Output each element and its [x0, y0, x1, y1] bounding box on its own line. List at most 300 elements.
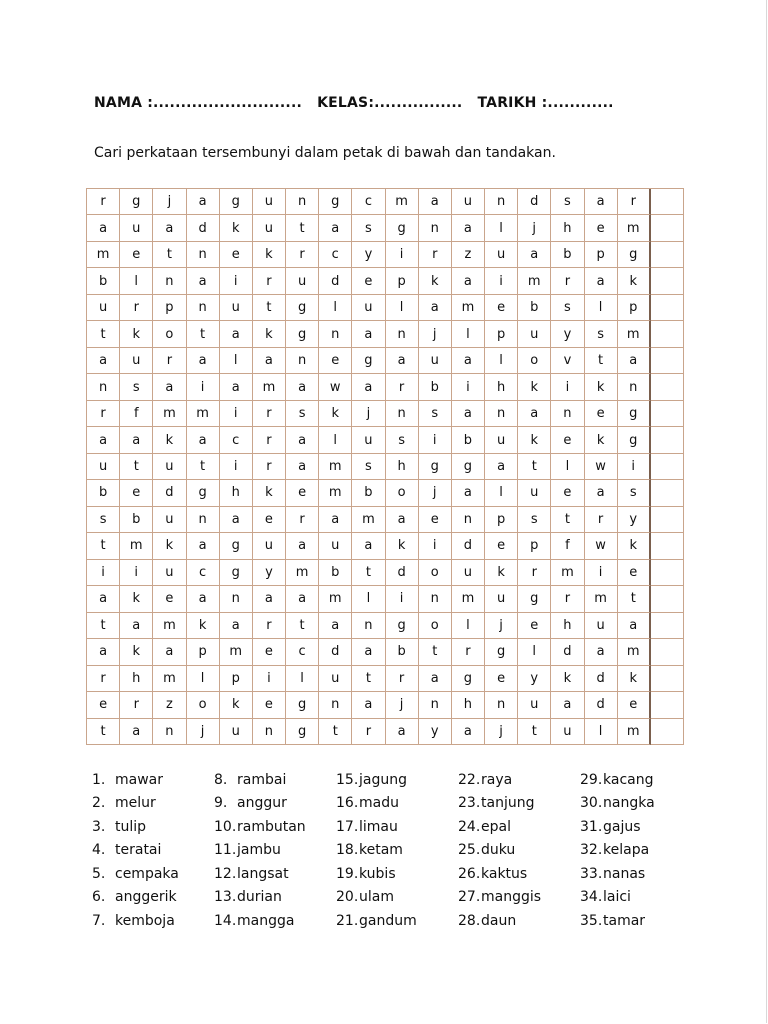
- grid-cell[interactable]: m: [319, 454, 352, 480]
- grid-cell[interactable]: u: [518, 692, 551, 718]
- grid-cell[interactable]: e: [585, 401, 618, 427]
- grid-cell[interactable]: p: [153, 295, 186, 321]
- grid-cell[interactable]: j: [187, 719, 220, 745]
- grid-cell[interactable]: n: [153, 719, 186, 745]
- grid-cell[interactable]: a: [551, 692, 584, 718]
- grid-cell[interactable]: g: [618, 242, 651, 268]
- grid-cell[interactable]: a: [187, 586, 220, 612]
- grid-cell[interactable]: l: [452, 321, 485, 347]
- grid-cell[interactable]: l: [452, 613, 485, 639]
- grid-cell[interactable]: [651, 348, 684, 374]
- grid-cell[interactable]: e: [253, 692, 286, 718]
- grid-cell[interactable]: k: [551, 666, 584, 692]
- grid-cell[interactable]: k: [518, 374, 551, 400]
- grid-cell[interactable]: a: [585, 268, 618, 294]
- grid-cell[interactable]: m: [253, 374, 286, 400]
- grid-cell[interactable]: m: [187, 401, 220, 427]
- grid-cell[interactable]: p: [485, 321, 518, 347]
- grid-cell[interactable]: g: [220, 189, 253, 215]
- grid-cell[interactable]: r: [286, 242, 319, 268]
- grid-cell[interactable]: u: [253, 189, 286, 215]
- grid-cell[interactable]: l: [518, 639, 551, 665]
- grid-cell[interactable]: e: [618, 692, 651, 718]
- grid-cell[interactable]: i: [585, 560, 618, 586]
- grid-cell[interactable]: r: [551, 586, 584, 612]
- grid-cell[interactable]: l: [485, 348, 518, 374]
- grid-cell[interactable]: u: [419, 348, 452, 374]
- grid-cell[interactable]: k: [187, 613, 220, 639]
- grid-cell[interactable]: r: [253, 454, 286, 480]
- grid-cell[interactable]: l: [352, 586, 385, 612]
- grid-cell[interactable]: u: [286, 268, 319, 294]
- grid-cell[interactable]: u: [518, 321, 551, 347]
- grid-cell[interactable]: g: [120, 189, 153, 215]
- grid-cell[interactable]: r: [253, 268, 286, 294]
- grid-cell[interactable]: a: [386, 507, 419, 533]
- grid-cell[interactable]: a: [220, 507, 253, 533]
- grid-cell[interactable]: a: [253, 348, 286, 374]
- grid-cell[interactable]: y: [352, 242, 385, 268]
- grid-cell[interactable]: b: [452, 427, 485, 453]
- grid-cell[interactable]: r: [585, 507, 618, 533]
- grid-cell[interactable]: k: [618, 666, 651, 692]
- grid-cell[interactable]: e: [352, 268, 385, 294]
- grid-cell[interactable]: z: [452, 242, 485, 268]
- grid-cell[interactable]: t: [352, 560, 385, 586]
- grid-cell[interactable]: p: [187, 639, 220, 665]
- grid-cell[interactable]: k: [253, 480, 286, 506]
- grid-cell[interactable]: t: [87, 613, 120, 639]
- grid-cell[interactable]: e: [253, 639, 286, 665]
- grid-cell[interactable]: e: [120, 242, 153, 268]
- grid-cell[interactable]: [651, 560, 684, 586]
- grid-cell[interactable]: [651, 321, 684, 347]
- grid-cell[interactable]: b: [120, 507, 153, 533]
- grid-cell[interactable]: r: [352, 719, 385, 745]
- grid-cell[interactable]: s: [352, 454, 385, 480]
- grid-cell[interactable]: p: [585, 242, 618, 268]
- grid-cell[interactable]: e: [220, 242, 253, 268]
- grid-cell[interactable]: i: [386, 586, 419, 612]
- grid-cell[interactable]: [651, 507, 684, 533]
- grid-cell[interactable]: s: [518, 507, 551, 533]
- grid-cell[interactable]: e: [153, 586, 186, 612]
- grid-cell[interactable]: n: [485, 692, 518, 718]
- grid-cell[interactable]: a: [352, 533, 385, 559]
- grid-cell[interactable]: n: [485, 401, 518, 427]
- grid-cell[interactable]: j: [419, 321, 452, 347]
- grid-cell[interactable]: m: [220, 639, 253, 665]
- grid-cell[interactable]: [651, 215, 684, 241]
- grid-cell[interactable]: n: [319, 692, 352, 718]
- grid-cell[interactable]: t: [551, 507, 584, 533]
- grid-cell[interactable]: m: [352, 507, 385, 533]
- grid-cell[interactable]: e: [120, 480, 153, 506]
- grid-cell[interactable]: e: [419, 507, 452, 533]
- grid-cell[interactable]: k: [153, 427, 186, 453]
- grid-cell[interactable]: m: [319, 586, 352, 612]
- grid-cell[interactable]: u: [485, 427, 518, 453]
- grid-cell[interactable]: i: [220, 401, 253, 427]
- grid-cell[interactable]: a: [87, 348, 120, 374]
- grid-cell[interactable]: e: [253, 507, 286, 533]
- grid-cell[interactable]: a: [87, 639, 120, 665]
- grid-cell[interactable]: p: [618, 295, 651, 321]
- grid-cell[interactable]: h: [220, 480, 253, 506]
- grid-cell[interactable]: n: [286, 348, 319, 374]
- grid-cell[interactable]: a: [452, 401, 485, 427]
- grid-cell[interactable]: a: [286, 533, 319, 559]
- grid-cell[interactable]: a: [187, 427, 220, 453]
- grid-cell[interactable]: r: [253, 401, 286, 427]
- grid-cell[interactable]: h: [485, 374, 518, 400]
- grid-cell[interactable]: r: [386, 374, 419, 400]
- grid-cell[interactable]: a: [352, 639, 385, 665]
- grid-cell[interactable]: s: [286, 401, 319, 427]
- grid-cell[interactable]: i: [253, 666, 286, 692]
- grid-cell[interactable]: r: [87, 401, 120, 427]
- grid-cell[interactable]: a: [452, 719, 485, 745]
- grid-cell[interactable]: u: [87, 295, 120, 321]
- grid-cell[interactable]: b: [319, 560, 352, 586]
- grid-cell[interactable]: [651, 401, 684, 427]
- grid-cell[interactable]: b: [518, 295, 551, 321]
- grid-cell[interactable]: k: [153, 533, 186, 559]
- grid-cell[interactable]: a: [518, 242, 551, 268]
- grid-cell[interactable]: p: [518, 533, 551, 559]
- grid-cell[interactable]: m: [618, 321, 651, 347]
- grid-cell[interactable]: d: [585, 692, 618, 718]
- grid-cell[interactable]: a: [120, 719, 153, 745]
- grid-cell[interactable]: h: [452, 692, 485, 718]
- grid-cell[interactable]: g: [485, 639, 518, 665]
- grid-cell[interactable]: d: [518, 189, 551, 215]
- grid-cell[interactable]: u: [153, 560, 186, 586]
- grid-cell[interactable]: g: [286, 719, 319, 745]
- grid-cell[interactable]: k: [220, 215, 253, 241]
- grid-cell[interactable]: t: [87, 719, 120, 745]
- grid-cell[interactable]: l: [187, 666, 220, 692]
- grid-cell[interactable]: f: [120, 401, 153, 427]
- grid-cell[interactable]: e: [87, 692, 120, 718]
- grid-cell[interactable]: s: [386, 427, 419, 453]
- grid-cell[interactable]: n: [87, 374, 120, 400]
- grid-cell[interactable]: e: [319, 348, 352, 374]
- grid-cell[interactable]: n: [187, 295, 220, 321]
- grid-cell[interactable]: a: [585, 189, 618, 215]
- grid-cell[interactable]: y: [551, 321, 584, 347]
- grid-cell[interactable]: i: [618, 454, 651, 480]
- grid-cell[interactable]: d: [585, 666, 618, 692]
- grid-cell[interactable]: s: [87, 507, 120, 533]
- grid-cell[interactable]: k: [618, 268, 651, 294]
- grid-cell[interactable]: h: [120, 666, 153, 692]
- grid-cell[interactable]: m: [452, 586, 485, 612]
- grid-cell[interactable]: w: [585, 533, 618, 559]
- grid-cell[interactable]: l: [220, 348, 253, 374]
- grid-cell[interactable]: g: [386, 215, 419, 241]
- grid-cell[interactable]: d: [187, 215, 220, 241]
- grid-cell[interactable]: n: [419, 215, 452, 241]
- grid-cell[interactable]: d: [153, 480, 186, 506]
- grid-cell[interactable]: t: [286, 215, 319, 241]
- grid-cell[interactable]: a: [585, 480, 618, 506]
- grid-cell[interactable]: z: [153, 692, 186, 718]
- grid-cell[interactable]: g: [618, 401, 651, 427]
- grid-cell[interactable]: g: [452, 666, 485, 692]
- grid-cell[interactable]: e: [518, 613, 551, 639]
- grid-cell[interactable]: g: [319, 189, 352, 215]
- grid-cell[interactable]: m: [87, 242, 120, 268]
- grid-cell[interactable]: d: [551, 639, 584, 665]
- grid-cell[interactable]: [651, 268, 684, 294]
- grid-cell[interactable]: u: [120, 348, 153, 374]
- grid-cell[interactable]: c: [286, 639, 319, 665]
- grid-cell[interactable]: e: [551, 480, 584, 506]
- grid-cell[interactable]: b: [419, 374, 452, 400]
- grid-cell[interactable]: l: [485, 215, 518, 241]
- grid-cell[interactable]: y: [518, 666, 551, 692]
- grid-cell[interactable]: g: [220, 533, 253, 559]
- grid-cell[interactable]: m: [319, 480, 352, 506]
- grid-cell[interactable]: m: [153, 613, 186, 639]
- grid-cell[interactable]: u: [253, 533, 286, 559]
- grid-cell[interactable]: g: [386, 613, 419, 639]
- grid-cell[interactable]: a: [153, 374, 186, 400]
- grid-cell[interactable]: [651, 374, 684, 400]
- grid-cell[interactable]: l: [120, 268, 153, 294]
- grid-cell[interactable]: t: [419, 639, 452, 665]
- grid-cell[interactable]: t: [120, 454, 153, 480]
- grid-cell[interactable]: r: [618, 189, 651, 215]
- grid-cell[interactable]: t: [618, 586, 651, 612]
- grid-cell[interactable]: n: [319, 321, 352, 347]
- grid-cell[interactable]: t: [253, 295, 286, 321]
- grid-cell[interactable]: a: [352, 692, 385, 718]
- grid-cell[interactable]: g: [518, 586, 551, 612]
- grid-cell[interactable]: s: [551, 295, 584, 321]
- grid-cell[interactable]: i: [220, 268, 253, 294]
- grid-cell[interactable]: s: [352, 215, 385, 241]
- grid-cell[interactable]: r: [87, 666, 120, 692]
- grid-cell[interactable]: g: [220, 560, 253, 586]
- grid-cell[interactable]: r: [120, 692, 153, 718]
- grid-cell[interactable]: r: [153, 348, 186, 374]
- grid-cell[interactable]: t: [352, 666, 385, 692]
- grid-cell[interactable]: y: [419, 719, 452, 745]
- grid-cell[interactable]: a: [286, 427, 319, 453]
- grid-cell[interactable]: l: [286, 666, 319, 692]
- grid-cell[interactable]: a: [286, 454, 319, 480]
- grid-cell[interactable]: f: [551, 533, 584, 559]
- grid-cell[interactable]: a: [585, 639, 618, 665]
- grid-cell[interactable]: s: [120, 374, 153, 400]
- grid-cell[interactable]: d: [319, 639, 352, 665]
- grid-cell[interactable]: l: [319, 427, 352, 453]
- grid-cell[interactable]: m: [618, 719, 651, 745]
- grid-cell[interactable]: l: [585, 295, 618, 321]
- grid-cell[interactable]: w: [585, 454, 618, 480]
- grid-cell[interactable]: u: [120, 215, 153, 241]
- grid-cell[interactable]: t: [319, 719, 352, 745]
- grid-cell[interactable]: o: [518, 348, 551, 374]
- grid-cell[interactable]: a: [187, 189, 220, 215]
- grid-cell[interactable]: u: [352, 295, 385, 321]
- grid-cell[interactable]: m: [120, 533, 153, 559]
- grid-cell[interactable]: g: [286, 692, 319, 718]
- grid-cell[interactable]: a: [618, 613, 651, 639]
- grid-cell[interactable]: a: [419, 295, 452, 321]
- grid-cell[interactable]: l: [319, 295, 352, 321]
- grid-cell[interactable]: u: [551, 719, 584, 745]
- grid-cell[interactable]: j: [386, 692, 419, 718]
- grid-cell[interactable]: t: [187, 454, 220, 480]
- grid-cell[interactable]: r: [452, 639, 485, 665]
- grid-cell[interactable]: [651, 242, 684, 268]
- grid-cell[interactable]: a: [386, 719, 419, 745]
- grid-cell[interactable]: s: [618, 480, 651, 506]
- grid-cell[interactable]: n: [253, 719, 286, 745]
- grid-cell[interactable]: a: [319, 613, 352, 639]
- grid-cell[interactable]: t: [187, 321, 220, 347]
- grid-cell[interactable]: c: [319, 242, 352, 268]
- grid-cell[interactable]: [651, 613, 684, 639]
- grid-cell[interactable]: n: [452, 507, 485, 533]
- grid-cell[interactable]: a: [419, 189, 452, 215]
- grid-cell[interactable]: c: [187, 560, 220, 586]
- grid-cell[interactable]: u: [87, 454, 120, 480]
- grid-cell[interactable]: k: [319, 401, 352, 427]
- grid-cell[interactable]: t: [87, 533, 120, 559]
- grid-cell[interactable]: t: [87, 321, 120, 347]
- grid-cell[interactable]: a: [452, 268, 485, 294]
- grid-cell[interactable]: [651, 586, 684, 612]
- grid-cell[interactable]: n: [187, 507, 220, 533]
- grid-cell[interactable]: k: [485, 560, 518, 586]
- grid-cell[interactable]: u: [352, 427, 385, 453]
- grid-cell[interactable]: n: [386, 401, 419, 427]
- grid-cell[interactable]: h: [386, 454, 419, 480]
- grid-cell[interactable]: a: [485, 454, 518, 480]
- grid-cell[interactable]: u: [253, 215, 286, 241]
- grid-cell[interactable]: r: [551, 268, 584, 294]
- grid-cell[interactable]: a: [220, 321, 253, 347]
- grid-cell[interactable]: l: [386, 295, 419, 321]
- grid-cell[interactable]: [651, 639, 684, 665]
- grid-cell[interactable]: j: [485, 613, 518, 639]
- grid-cell[interactable]: u: [153, 507, 186, 533]
- grid-cell[interactable]: m: [153, 401, 186, 427]
- grid-cell[interactable]: i: [452, 374, 485, 400]
- grid-cell[interactable]: a: [319, 215, 352, 241]
- grid-cell[interactable]: [651, 480, 684, 506]
- grid-cell[interactable]: y: [618, 507, 651, 533]
- grid-cell[interactable]: p: [485, 507, 518, 533]
- grid-cell[interactable]: t: [518, 719, 551, 745]
- grid-cell[interactable]: u: [220, 719, 253, 745]
- grid-cell[interactable]: t: [153, 242, 186, 268]
- grid-cell[interactable]: j: [352, 401, 385, 427]
- grid-cell[interactable]: a: [187, 348, 220, 374]
- grid-cell[interactable]: a: [452, 348, 485, 374]
- grid-cell[interactable]: [651, 719, 684, 745]
- grid-cell[interactable]: [651, 666, 684, 692]
- grid-cell[interactable]: e: [585, 215, 618, 241]
- grid-cell[interactable]: m: [452, 295, 485, 321]
- grid-cell[interactable]: [651, 692, 684, 718]
- grid-cell[interactable]: a: [352, 321, 385, 347]
- grid-cell[interactable]: e: [485, 295, 518, 321]
- grid-cell[interactable]: k: [585, 427, 618, 453]
- grid-cell[interactable]: u: [220, 295, 253, 321]
- grid-cell[interactable]: g: [452, 454, 485, 480]
- grid-cell[interactable]: r: [120, 295, 153, 321]
- grid-cell[interactable]: a: [220, 613, 253, 639]
- grid-cell[interactable]: c: [220, 427, 253, 453]
- grid-cell[interactable]: s: [551, 189, 584, 215]
- grid-cell[interactable]: a: [386, 348, 419, 374]
- grid-cell[interactable]: [651, 427, 684, 453]
- grid-cell[interactable]: i: [187, 374, 220, 400]
- grid-cell[interactable]: g: [352, 348, 385, 374]
- grid-cell[interactable]: k: [585, 374, 618, 400]
- grid-cell[interactable]: a: [419, 666, 452, 692]
- grid-cell[interactable]: k: [253, 321, 286, 347]
- grid-cell[interactable]: b: [386, 639, 419, 665]
- grid-cell[interactable]: a: [253, 586, 286, 612]
- grid-cell[interactable]: n: [485, 189, 518, 215]
- grid-cell[interactable]: n: [386, 321, 419, 347]
- grid-cell[interactable]: a: [452, 480, 485, 506]
- grid-cell[interactable]: a: [87, 215, 120, 241]
- grid-cell[interactable]: a: [120, 613, 153, 639]
- grid-cell[interactable]: g: [187, 480, 220, 506]
- grid-cell[interactable]: g: [286, 295, 319, 321]
- grid-cell[interactable]: e: [485, 666, 518, 692]
- grid-cell[interactable]: j: [518, 215, 551, 241]
- grid-cell[interactable]: l: [585, 719, 618, 745]
- grid-cell[interactable]: n: [153, 268, 186, 294]
- grid-cell[interactable]: [651, 189, 684, 215]
- grid-cell[interactable]: i: [220, 454, 253, 480]
- grid-cell[interactable]: d: [386, 560, 419, 586]
- grid-cell[interactable]: j: [153, 189, 186, 215]
- grid-cell[interactable]: a: [286, 374, 319, 400]
- grid-cell[interactable]: i: [551, 374, 584, 400]
- grid-cell[interactable]: m: [518, 268, 551, 294]
- grid-cell[interactable]: n: [286, 189, 319, 215]
- grid-cell[interactable]: a: [518, 401, 551, 427]
- grid-cell[interactable]: o: [153, 321, 186, 347]
- grid-cell[interactable]: n: [419, 692, 452, 718]
- grid-cell[interactable]: t: [585, 348, 618, 374]
- grid-cell[interactable]: o: [386, 480, 419, 506]
- grid-cell[interactable]: v: [551, 348, 584, 374]
- grid-cell[interactable]: n: [220, 586, 253, 612]
- grid-cell[interactable]: e: [618, 560, 651, 586]
- grid-cell[interactable]: [651, 454, 684, 480]
- grid-cell[interactable]: r: [87, 189, 120, 215]
- grid-cell[interactable]: [651, 295, 684, 321]
- grid-cell[interactable]: a: [87, 586, 120, 612]
- grid-cell[interactable]: a: [452, 215, 485, 241]
- grid-cell[interactable]: k: [618, 533, 651, 559]
- grid-cell[interactable]: m: [153, 666, 186, 692]
- grid-cell[interactable]: a: [618, 348, 651, 374]
- grid-cell[interactable]: n: [419, 586, 452, 612]
- grid-cell[interactable]: k: [120, 586, 153, 612]
- grid-cell[interactable]: s: [419, 401, 452, 427]
